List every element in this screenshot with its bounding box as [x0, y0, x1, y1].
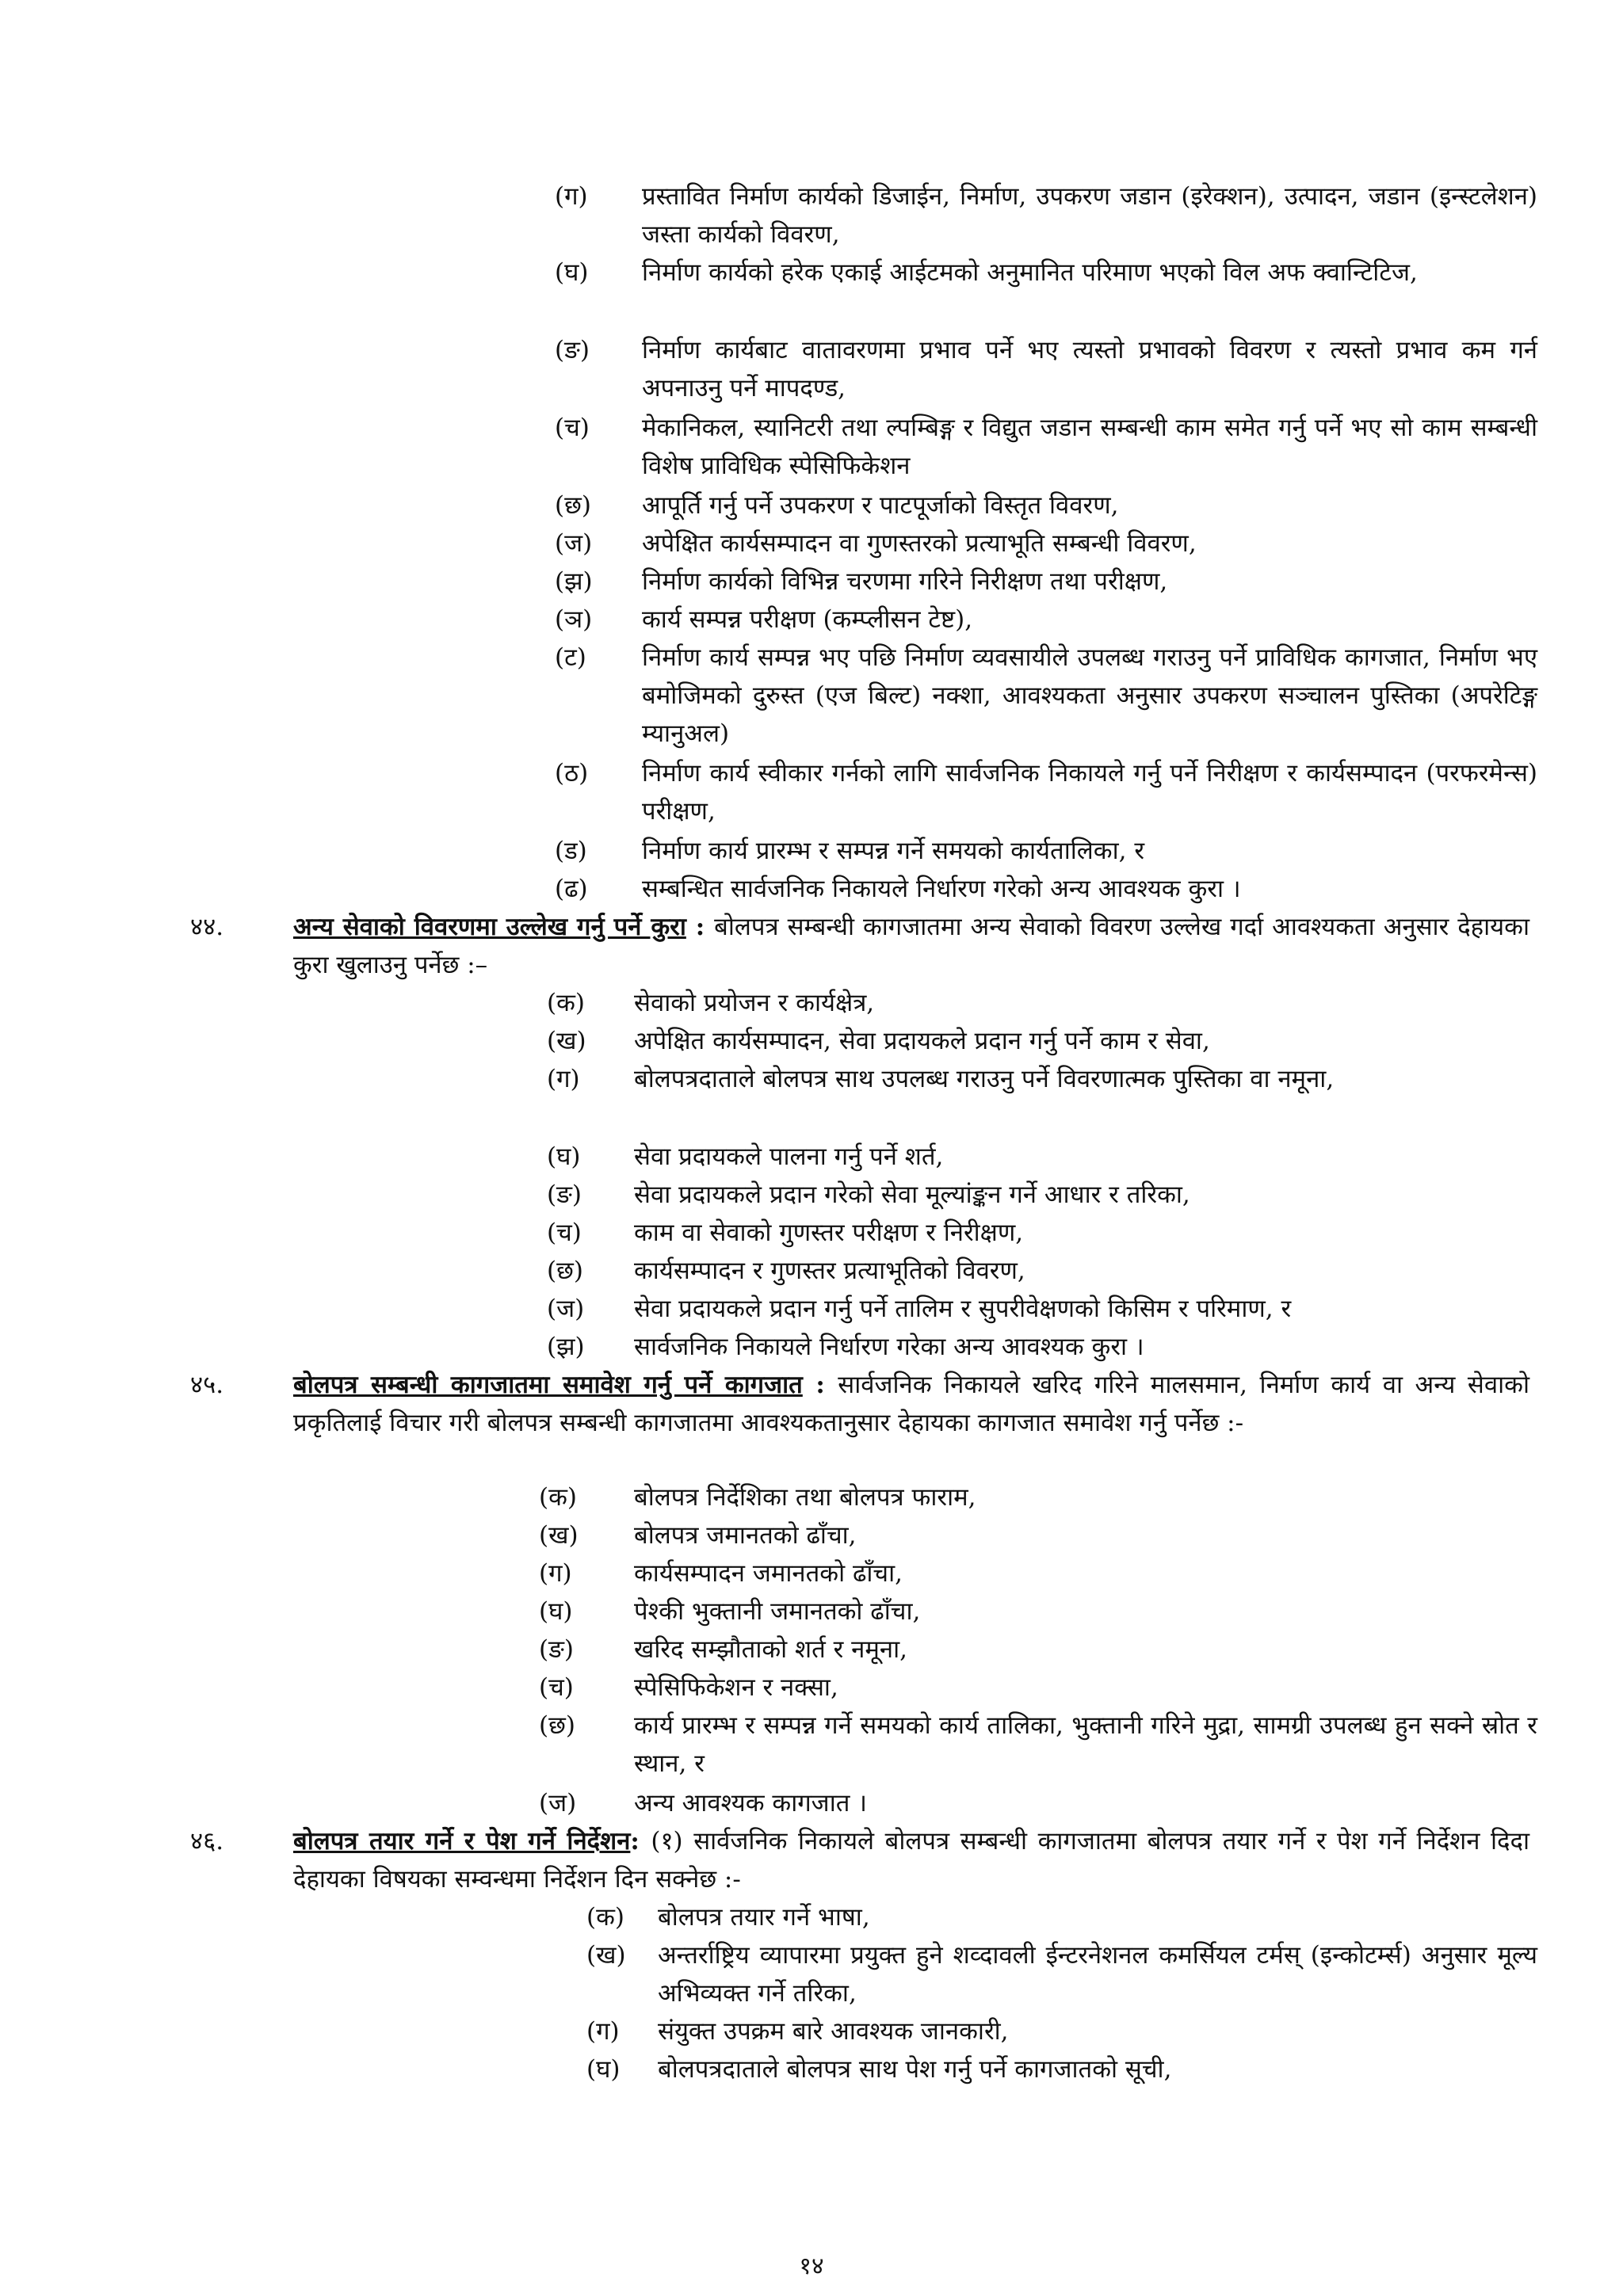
item-text: कार्यसम्पादन जमानतको ढाँचा, — [634, 1559, 903, 1588]
item-marker: (ट) — [555, 643, 586, 672]
list-item — [547, 1328, 1537, 1366]
item-marker: (झ) — [555, 567, 593, 596]
item-marker: (झ) — [547, 1333, 585, 1361]
list-item — [547, 1060, 1537, 1098]
list-item — [586, 2050, 1537, 2088]
item-text: कार्य सम्पन्न परीक्षण (कम्प्लीसन टेष्ट), — [642, 605, 973, 634]
list-item — [555, 832, 1537, 870]
section-body: बोलपत्र सम्बन्धी कागजातमा अन्य सेवाको विवरण उल्लेख गर्दा आवश्यकता अनुसार देहायका कुरा खुलाउनु पर्नेछ :– — [293, 913, 1529, 979]
item-marker: (क) — [539, 1483, 577, 1512]
item-marker: (ज) — [547, 1295, 585, 1323]
item-text: मेकानिकल, स्यानिटरी तथा ल्पम्बिङ्ग र विद्युत जडान सम्बन्धी काम समेत गर्नु पर्ने भए सो काम सम्बन्धी विशेष प्राविधिक स्पेसिफिकेशन — [642, 414, 1537, 480]
list-item — [547, 1290, 1537, 1328]
item-text: निर्माण कार्य सम्पन्न भए पछि निर्माण व्यवसायीले उपलब्ध गराउनु पर्ने प्राविधिक कागजात, निर्माण भए बमोजिमको दुरुस्त (एज बिल्ट) नक्शा, आवश्यकता अनुसार उपकरण सञ्चालन पुस्तिका (अपरेटिङ्ग म्यानुअल) — [642, 643, 1537, 748]
section-44 — [190, 908, 1529, 984]
item-marker: (ख) — [547, 1027, 586, 1055]
heading-separator: : — [630, 1827, 651, 1855]
item-marker: (ग) — [547, 1065, 580, 1093]
section-number: ४५. — [190, 1371, 224, 1399]
item-text: अपेक्षित कार्यसम्पादन वा गुणस्तरको प्रत्याभूति सम्बन्धी विवरण, — [642, 529, 1197, 558]
item-text: सेवा प्रदायकले पालना गर्नु पर्ने शर्त, — [634, 1142, 944, 1171]
section-body: सार्वजनिक निकायले खरिद गरिने मालसमान, निर्माण कार्य वा अन्य सेवाको प्रकृतिलाई विचार गरी बोलपत्र सम्बन्धी कागजातमा आवश्यकतानुसार देहायका कागजात समावेश गर्नु पर्नेछ :- — [293, 1371, 1529, 1437]
section-heading: बोलपत्र तयार गर्ने र पेश गर्ने निर्देशन — [293, 1827, 631, 1855]
item-text: निर्माण कार्यको हरेक एकाई आईटमको अनुमानित परिमाण भएको विल अफ क्वान्टिटिज, — [642, 258, 1418, 287]
list-item — [555, 486, 1537, 524]
section-45 — [190, 1366, 1529, 1442]
item-marker: (ङ) — [539, 1635, 574, 1664]
item-text: प्रस्तावित निर्माण कार्यको डिजाईन, निर्माण, उपकरण जडान (इरेक्शन), उत्पादन, जडान (इन्स्टलेशन) जस्ता कार्यको विवरण, — [642, 182, 1537, 249]
item-text: पेश्की भुक्तानी जमानतको ढाँचा, — [634, 1597, 921, 1626]
item-text: अन्य आवश्यक कागजात । — [634, 1789, 867, 1817]
list-item — [547, 1252, 1537, 1290]
item-marker: (ज) — [539, 1789, 577, 1817]
item-text: अपेक्षित कार्यसम्पादन, सेवा प्रदायकले प्रदान गर्नु पर्ने काम र सेवा, — [634, 1027, 1210, 1055]
item-marker: (ञ) — [555, 605, 593, 634]
item-text: सेवाको प्रयोजन र कार्यक्षेत्र, — [634, 989, 875, 1017]
item-text: कार्य प्रारम्भ र सम्पन्न गर्ने समयको कार्य तालिका, भुक्तानी गरिने मुद्रा, सामग्री उपलब्ध हुन सक्ने स्रोत र स्थान, र — [634, 1711, 1537, 1778]
list-item — [539, 1516, 1537, 1554]
item-text: संयुक्त उपक्रम बारे आवश्यक जानकारी, — [658, 2017, 1009, 2046]
item-marker: (घ) — [555, 258, 589, 287]
item-marker: (ङ) — [555, 336, 590, 364]
item-marker: (ठ) — [555, 759, 589, 788]
item-marker: (ग) — [586, 2017, 620, 2046]
item-text: बोलपत्र जमानतको ढाँचा, — [634, 1521, 857, 1550]
section-text — [293, 908, 1529, 984]
section-46 — [190, 1822, 1529, 1898]
list-item — [547, 1138, 1537, 1176]
item-text: आपूर्ति गर्नु पर्ने उपकरण र पाटपूर्जाको विस्तृत विवरण, — [642, 491, 1119, 520]
item-marker: (ढ) — [555, 875, 588, 903]
item-text: काम वा सेवाको गुणस्तर परीक्षण र निरीक्षण, — [634, 1219, 1024, 1247]
list-item — [586, 1898, 1537, 1936]
item-text: सम्बन्धित सार्वजनिक निकायले निर्धारण गरेको अन्य आवश्यक कुरा । — [642, 875, 1241, 903]
item-text: बोलपत्र तयार गर्ने भाषा, — [658, 1903, 870, 1932]
list-item — [555, 870, 1537, 908]
item-marker: (क) — [547, 989, 585, 1017]
list-item — [539, 1707, 1537, 1783]
item-text: बोलपत्रदाताले बोलपत्र साथ उपलब्ध गराउनु पर्ने विवरणात्मक पुस्तिका वा नमूना, — [634, 1065, 1335, 1093]
item-marker: (च) — [555, 414, 590, 442]
item-marker: (ज) — [555, 529, 593, 558]
item-text: बोलपत्र निर्देशिका तथा बोलपत्र फाराम, — [634, 1483, 976, 1512]
item-marker: (घ) — [586, 2055, 621, 2084]
section-text — [293, 1366, 1529, 1442]
list-item — [539, 1554, 1537, 1592]
list-item — [555, 563, 1537, 601]
list-item — [547, 1176, 1537, 1214]
item-text: अन्तर्राष्ट्रिय व्यापारमा प्रयुक्त हुने शव्दावली ईन्टरनेशनल कमर्सियल टर्मस् (इन्कोटर्म्स) अनुसार मूल्य अभिव्यक्त गर्ने तरिका, — [658, 1941, 1537, 2008]
item-marker: (च) — [539, 1673, 574, 1702]
item-marker: (घ) — [539, 1597, 573, 1626]
item-text: स्पेसिफिकेशन र नक्सा, — [634, 1673, 838, 1702]
item-text: निर्माण कार्यबाट वातावरणमा प्रभाव पर्ने भए त्यस्तो प्रभावको विवरण र त्यस्तो प्रभाव कम गर्न अपनाउनु पर्ने मापदण्ड, — [642, 336, 1537, 402]
page-number: १४ — [799, 2252, 824, 2280]
list-item — [547, 984, 1537, 1022]
list-item — [555, 254, 1537, 292]
list-item — [539, 1630, 1537, 1669]
item-marker: (ङ) — [547, 1180, 582, 1209]
list-item — [555, 331, 1537, 407]
list-item — [539, 1669, 1537, 1707]
list-item — [555, 177, 1537, 254]
list-item — [547, 1022, 1537, 1060]
section-body: (१) सार्वजनिक निकायले बोलपत्र सम्बन्धी कागजातमा बोलपत्र तयार गर्ने र पेश गर्ने निर्देशन दिदा देहायका विषयका सम्वन्धमा निर्देशन दिन सक्नेछ :- — [293, 1827, 1529, 1894]
item-marker: (क) — [586, 1903, 624, 1932]
item-marker: (छ) — [555, 491, 591, 520]
item-marker: (च) — [547, 1219, 582, 1247]
list-item — [586, 1936, 1537, 2012]
item-text: निर्माण कार्य स्वीकार गर्नको लागि सार्वजनिक निकायले गर्नु पर्ने निरीक्षण र कार्यसम्पादन (परफरमेन्स) परीक्षण, — [642, 759, 1537, 826]
list-item — [539, 1478, 1537, 1516]
section-number: ४४. — [190, 913, 224, 941]
item-marker: (छ) — [539, 1711, 575, 1740]
item-marker: (ख) — [539, 1521, 579, 1550]
list-item — [539, 1592, 1537, 1630]
item-text: बोलपत्रदाताले बोलपत्र साथ पेश गर्नु पर्ने कागजातको सूची, — [658, 2055, 1172, 2084]
item-marker: (घ) — [547, 1142, 581, 1171]
item-text: सार्वजनिक निकायले निर्धारण गरेका अन्य आवश्यक कुरा । — [634, 1333, 1144, 1361]
item-text: खरिद सम्झौताको शर्त र नमूना, — [634, 1635, 908, 1664]
list-item — [555, 524, 1537, 563]
section-text — [293, 1822, 1529, 1898]
item-marker: (ग) — [539, 1559, 572, 1588]
section-heading: अन्य सेवाको विवरणमा उल्लेख गर्नु पर्ने कुरा — [293, 913, 686, 941]
item-marker: (ग) — [555, 182, 588, 211]
list-item — [555, 639, 1537, 753]
item-marker: (छ) — [547, 1257, 583, 1285]
heading-separator: : — [802, 1371, 838, 1399]
heading-separator: : — [685, 913, 715, 941]
list-item — [547, 1214, 1537, 1252]
item-text: सेवा प्रदायकले प्रदान गर्नु पर्ने तालिम र सुपरीवेक्षणको किसिम र परिमाण, र — [634, 1295, 1292, 1323]
list-item — [555, 754, 1537, 830]
list-item — [539, 1784, 1537, 1822]
item-text: कार्यसम्पादन र गुणस्तर प्रत्याभूतिको विवरण, — [634, 1257, 1025, 1285]
item-text: सेवा प्रदायकले प्रदान गरेको सेवा मूल्यांङ्कन गर्ने आधार र तरिका, — [634, 1180, 1190, 1209]
item-text: निर्माण कार्यको विभिन्न चरणमा गरिने निरीक्षण तथा परीक्षण, — [642, 567, 1168, 596]
list-item — [555, 601, 1537, 639]
list-item — [586, 2012, 1537, 2050]
item-text: निर्माण कार्य प्रारम्भ र सम्पन्न गर्ने समयको कार्यतालिका, र — [642, 837, 1145, 865]
section-heading: बोलपत्र सम्बन्धी कागजातमा समावेश गर्नु पर्ने कागजात — [293, 1371, 803, 1399]
list-item — [555, 409, 1537, 485]
item-marker: (ड) — [555, 837, 587, 865]
item-marker: (ख) — [586, 1941, 626, 1970]
section-number: ४६. — [190, 1827, 224, 1855]
